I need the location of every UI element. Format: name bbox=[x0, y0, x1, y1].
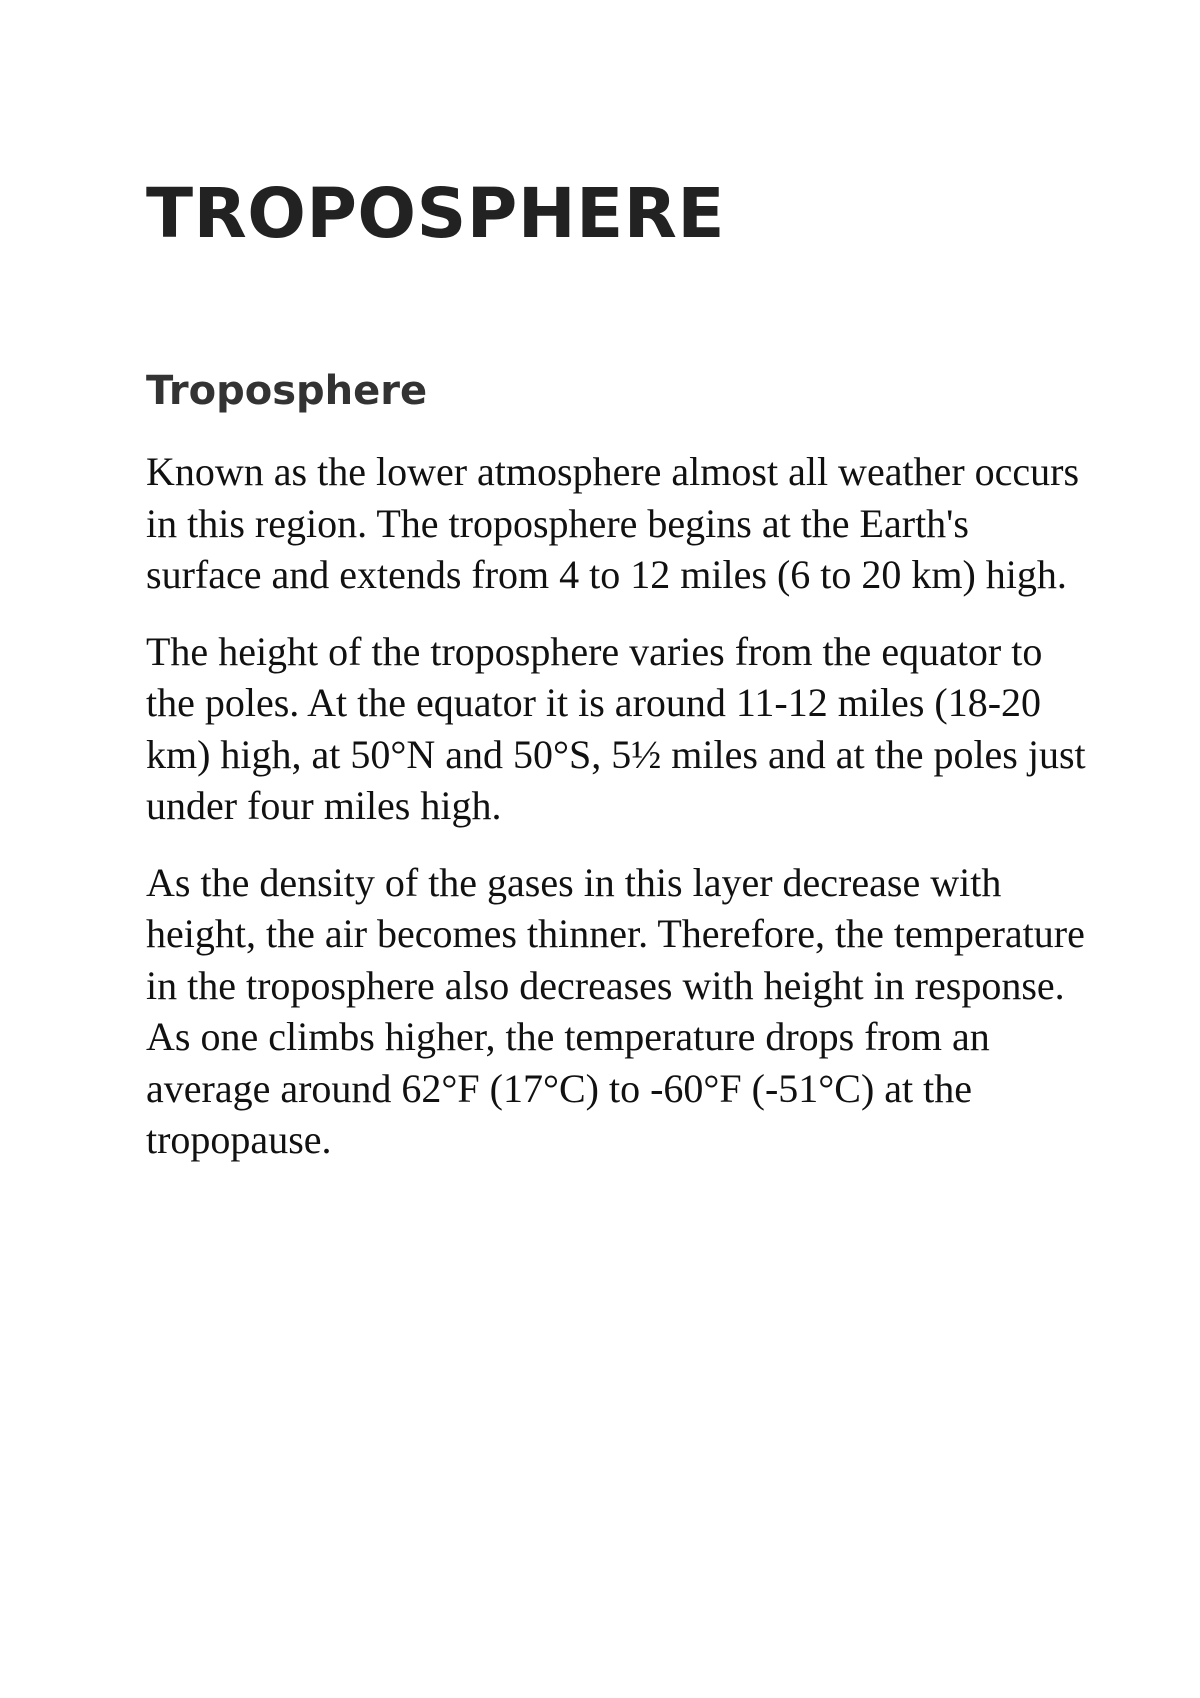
paragraph-lower-atmosphere: Known as the lower atmosphere almost all weather occurs in this region. The troposphere begins at the Earth's surface and extends from 4 to 12 miles (6 to 20 km) high. bbox=[146, 449, 1080, 597]
paragraph-height-variation: The height of the troposphere varies from the equator to the poles. At the equator it is around 11-12 miles (18-20 km) high, at 50°N and 50°S, 5½ miles and at the poles just under four miles high. bbox=[146, 628, 1086, 828]
page-content bbox=[146, 172, 1086, 1166]
document-title: TROPOSPHERE bbox=[146, 174, 725, 254]
section-heading: Troposphere bbox=[146, 368, 428, 414]
paragraph-temperature: As the density of the gases in this layer decrease with height, the air becomes thinner. Therefore, the temperature in the troposphere also decreases with height in response. As one climbs higher, the temperature drops from an average around 62°F (17°C) to -60°F (-51°C) at the tropopause. bbox=[146, 859, 1085, 1162]
